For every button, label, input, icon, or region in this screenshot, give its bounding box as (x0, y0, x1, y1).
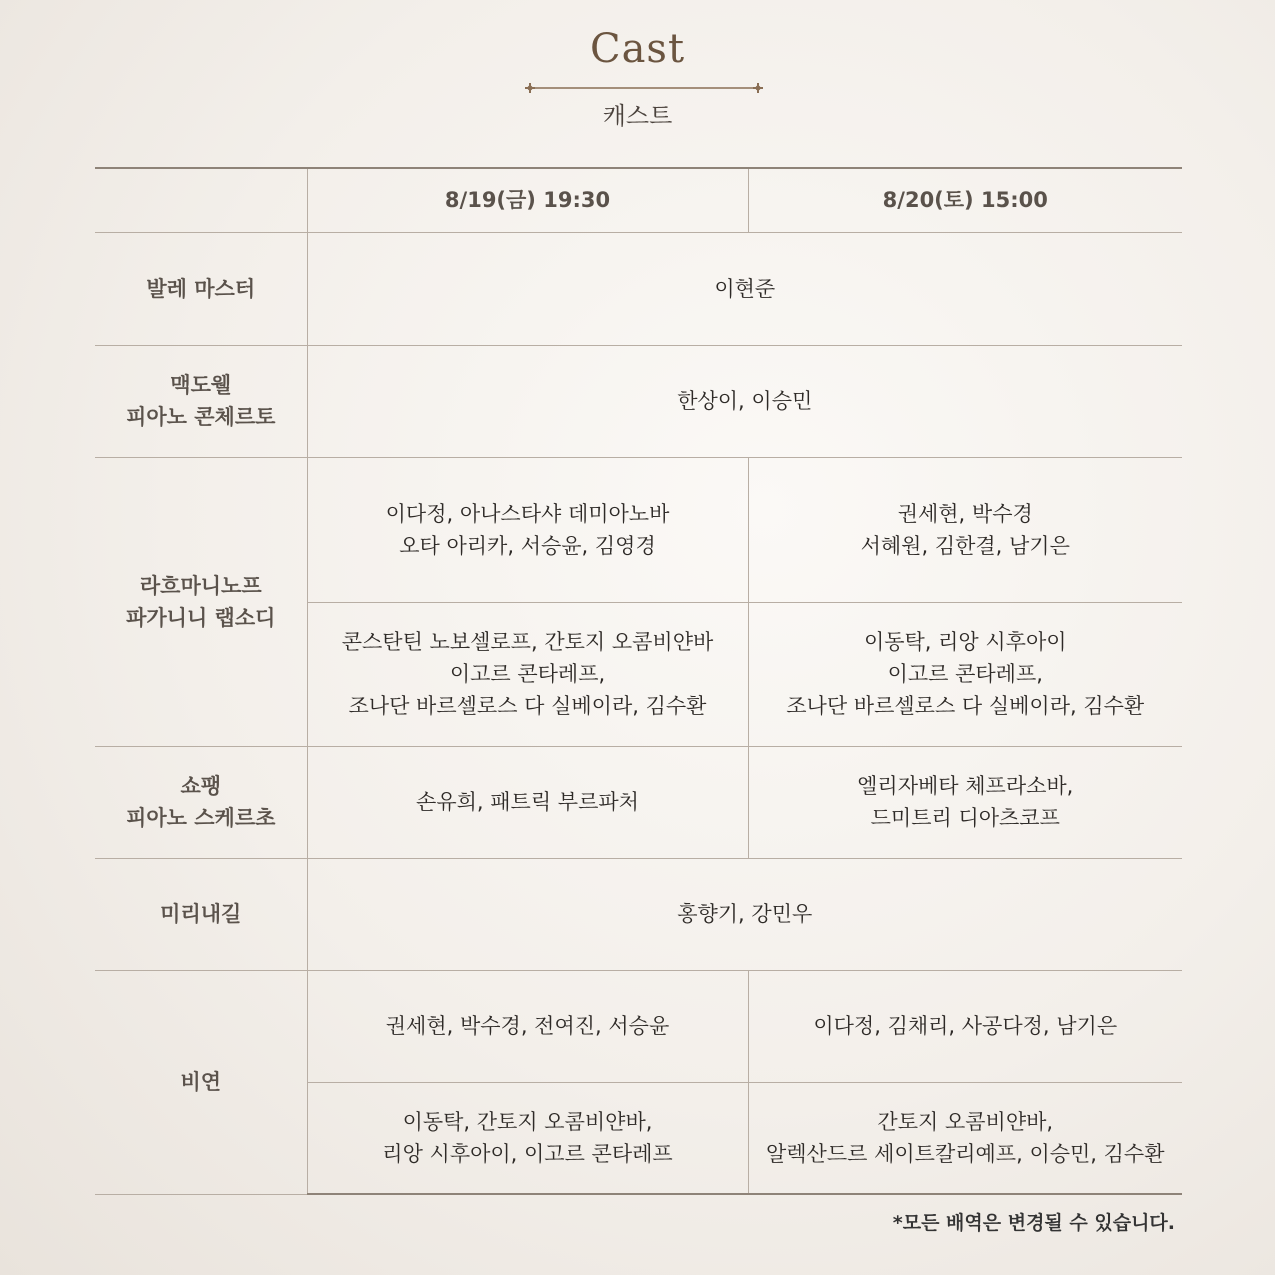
table-row (95, 457, 1182, 602)
cast-cell-day1: 이동탁, 간토지 오콤비얀바, 리앙 시후아이, 이고르 콘타레프 (307, 1082, 748, 1194)
header-row (95, 168, 1182, 232)
shared-cast-cell: 이현준 (307, 232, 1182, 345)
table-row (95, 858, 1182, 970)
cast-table (95, 167, 1182, 1195)
divider-ornament-icon (522, 78, 766, 98)
table-row (95, 970, 1182, 1082)
corner-cell (95, 168, 307, 232)
shared-cast-cell: 홍향기, 강민우 (307, 858, 1182, 970)
date-header-day1: 8/19(금) 19:30 (307, 168, 748, 232)
page-subtitle: 캐스트 (602, 102, 673, 130)
row-label: 쇼팽 피아노 스케르초 (95, 746, 307, 858)
shared-cast-cell: 한상이, 이승민 (307, 345, 1182, 457)
table-row (95, 232, 1182, 345)
cast-cell-day2: 이동탁, 리앙 시후아이 이고르 콘타레프, 조나단 바르셀로스 다 실베이라, 김수환 (748, 602, 1182, 746)
table-row (95, 746, 1182, 858)
row-label: 발레 마스터 (95, 232, 307, 345)
cast-cell-day1: 손유희, 패트릭 부르파처 (307, 746, 748, 858)
cast-cell-day1: 콘스탄틴 노보셀로프, 간토지 오콤비얀바 이고르 콘타레프, 조나단 바르셀로스 다 실베이라, 김수환 (307, 602, 748, 746)
page-title: Cast (589, 26, 686, 72)
cast-cell-day2: 간토지 오콤비얀바, 알렉산드르 세이트칼리예프, 이승민, 김수환 (748, 1082, 1182, 1194)
footnote: *모든 배역은 변경될 수 있습니다. (892, 1212, 1175, 1234)
date-header-day2: 8/20(토) 15:00 (748, 168, 1182, 232)
row-label: 라흐마니노프 파가니니 랩소디 (95, 457, 307, 746)
cast-cell-day2: 이다정, 김채리, 사공다정, 남기은 (748, 970, 1182, 1082)
row-label: 비연 (95, 970, 307, 1194)
cast-cell-day2: 권세현, 박수경 서혜원, 김한결, 남기은 (748, 457, 1182, 602)
cast-cell-day2: 엘리자베타 체프라소바, 드미트리 디아츠코프 (748, 746, 1182, 858)
cast-cell-day1: 이다정, 아나스타샤 데미아노바 오타 아리카, 서승윤, 김영경 (307, 457, 748, 602)
row-label: 맥도웰 피아노 콘체르토 (95, 345, 307, 457)
row-label: 미리내길 (95, 858, 307, 970)
cast-cell-day1: 권세현, 박수경, 전여진, 서승윤 (307, 970, 748, 1082)
table-row (95, 345, 1182, 457)
